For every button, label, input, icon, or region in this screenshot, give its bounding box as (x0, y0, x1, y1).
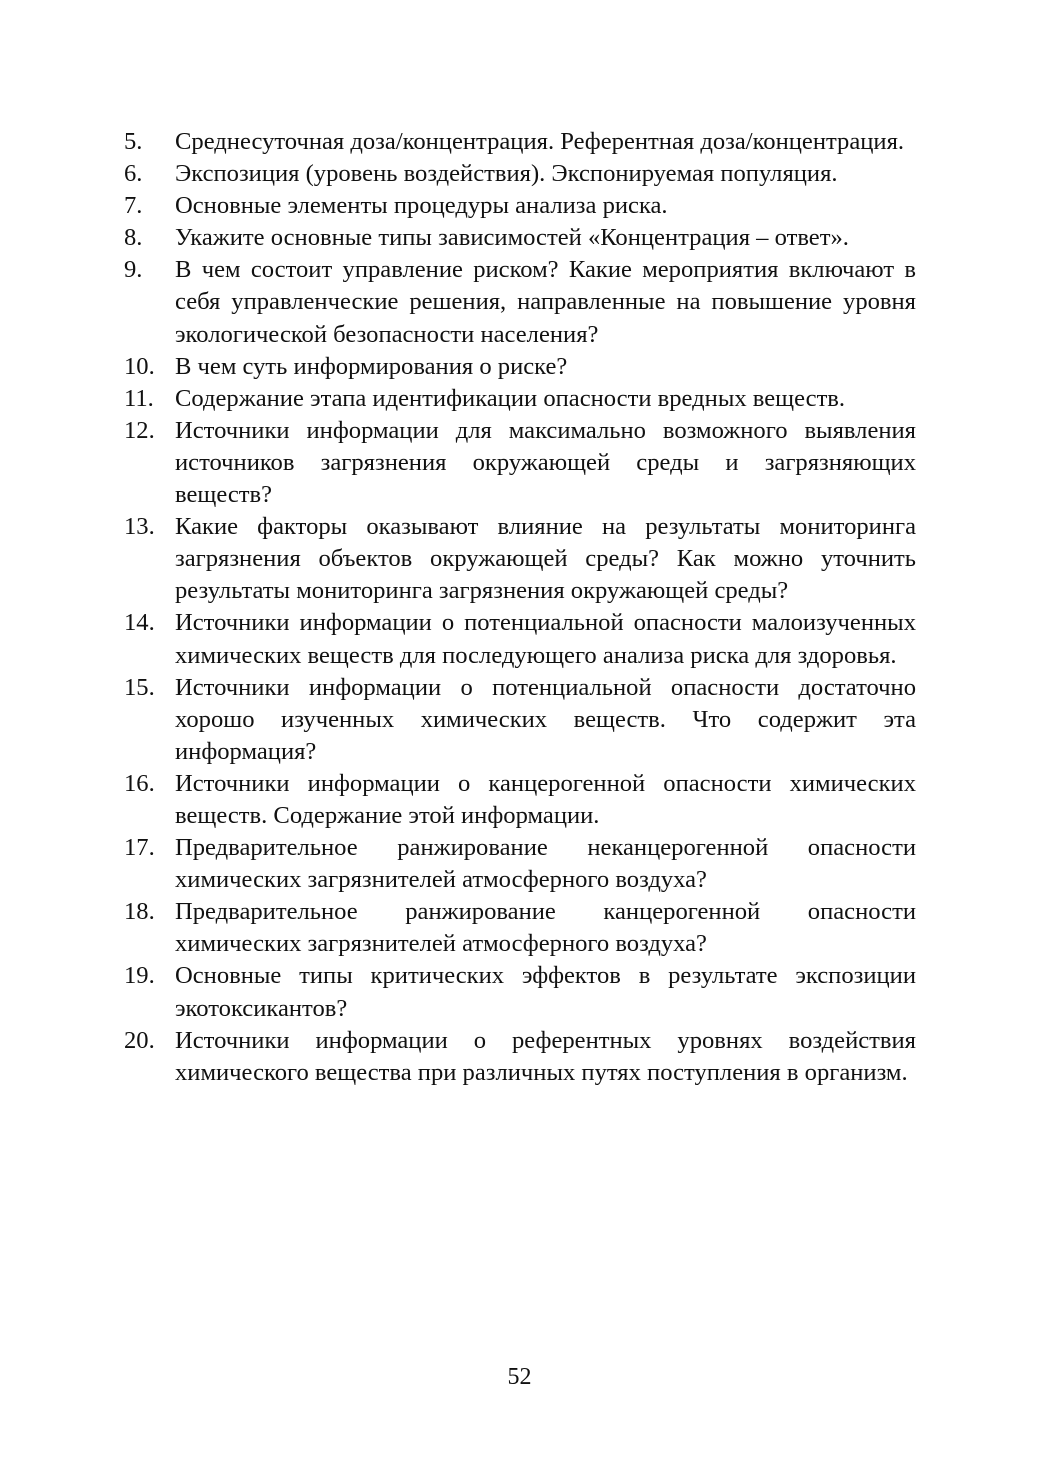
list-item (124, 896, 916, 960)
list-item (124, 672, 916, 768)
item-number: 6. (124, 160, 143, 188)
list-item (124, 126, 916, 158)
item-text: Содержание этапа идентификации опасности вредных веществ. (175, 384, 846, 412)
list-item (124, 351, 916, 383)
list-item (124, 254, 916, 350)
item-text: Предварительное ранжирование канцерогенной опасности химических загрязнителей атмосферного воздуха? (175, 898, 916, 958)
item-text: Укажите основные типы зависимостей «Концентрация – ответ». (175, 224, 849, 252)
item-number: 11. (124, 384, 154, 412)
item-number: 10. (124, 352, 155, 380)
list-item (124, 383, 916, 415)
item-number: 17. (124, 834, 155, 862)
item-text: Основные типы критических эффектов в результате экспозиции экотоксикантов? (175, 962, 916, 1022)
item-number: 14. (124, 609, 155, 637)
item-text: Источники информации о потенциальной опасности достаточно хорошо изученных химических веществ. Что содержит эта информация? (175, 673, 916, 765)
item-text: Экспозиция (уровень воздействия). Экспонируемая популяция. (175, 160, 838, 188)
item-text: Источники информации о канцерогенной опасности химических веществ. Содержание этой информации. (175, 769, 916, 829)
item-text: Предварительное ранжирование неканцерогенной опасности химических загрязнителей атмосферного воздуха? (175, 834, 916, 894)
list-item (124, 158, 916, 190)
list-item (124, 768, 916, 832)
list-item (124, 190, 916, 222)
item-text: Среднесуточная доза/концентрация. Референтная доза/концентрация. (175, 128, 905, 155)
item-number: 16. (124, 769, 155, 797)
item-number: 18. (124, 898, 155, 926)
item-number: 15. (124, 673, 155, 701)
item-number: 19. (124, 962, 155, 990)
list-item (124, 607, 916, 671)
list-item (124, 511, 916, 607)
page-number: 52 (507, 1364, 532, 1390)
list-item (124, 960, 916, 1024)
list-item (124, 832, 916, 896)
question-list (124, 126, 916, 1089)
list-item (124, 1025, 916, 1089)
item-text: Источники информации о референтных уровнях воздействия химического вещества при различных путях поступления в организм. (175, 1026, 916, 1086)
list-item (124, 415, 916, 511)
item-text: В чем суть информирования о риске? (175, 352, 568, 380)
item-number: 12. (124, 416, 155, 444)
item-text: Источники информации о потенциальной опасности малоизученных химических веществ для последующего анализа риска для здоровья. (175, 609, 916, 669)
item-number: 20. (124, 1026, 155, 1054)
item-text: Какие факторы оказывают влияние на результаты мониторинга загрязнения объектов окружающей среды? Как можно уточнить результаты мониторинга загрязнения окружающей среды? (175, 513, 916, 605)
item-text: В чем состоит управление риском? Какие мероприятия включают в себя управленческие решения, направленные на повышение уровня экологической безопасности населения? (175, 256, 916, 348)
item-number: 13. (124, 513, 155, 541)
item-number: 8. (124, 224, 143, 252)
item-text: Источники информации для максимально возможного выявления источников загрязнения окружающей среды и загрязняющих веществ? (175, 416, 916, 509)
item-text: Основные элементы процедуры анализа риска. (175, 192, 668, 220)
list-item (124, 222, 916, 254)
item-number: 9. (124, 256, 143, 284)
item-number: 7. (124, 192, 143, 220)
item-number: 5. (124, 128, 143, 155)
